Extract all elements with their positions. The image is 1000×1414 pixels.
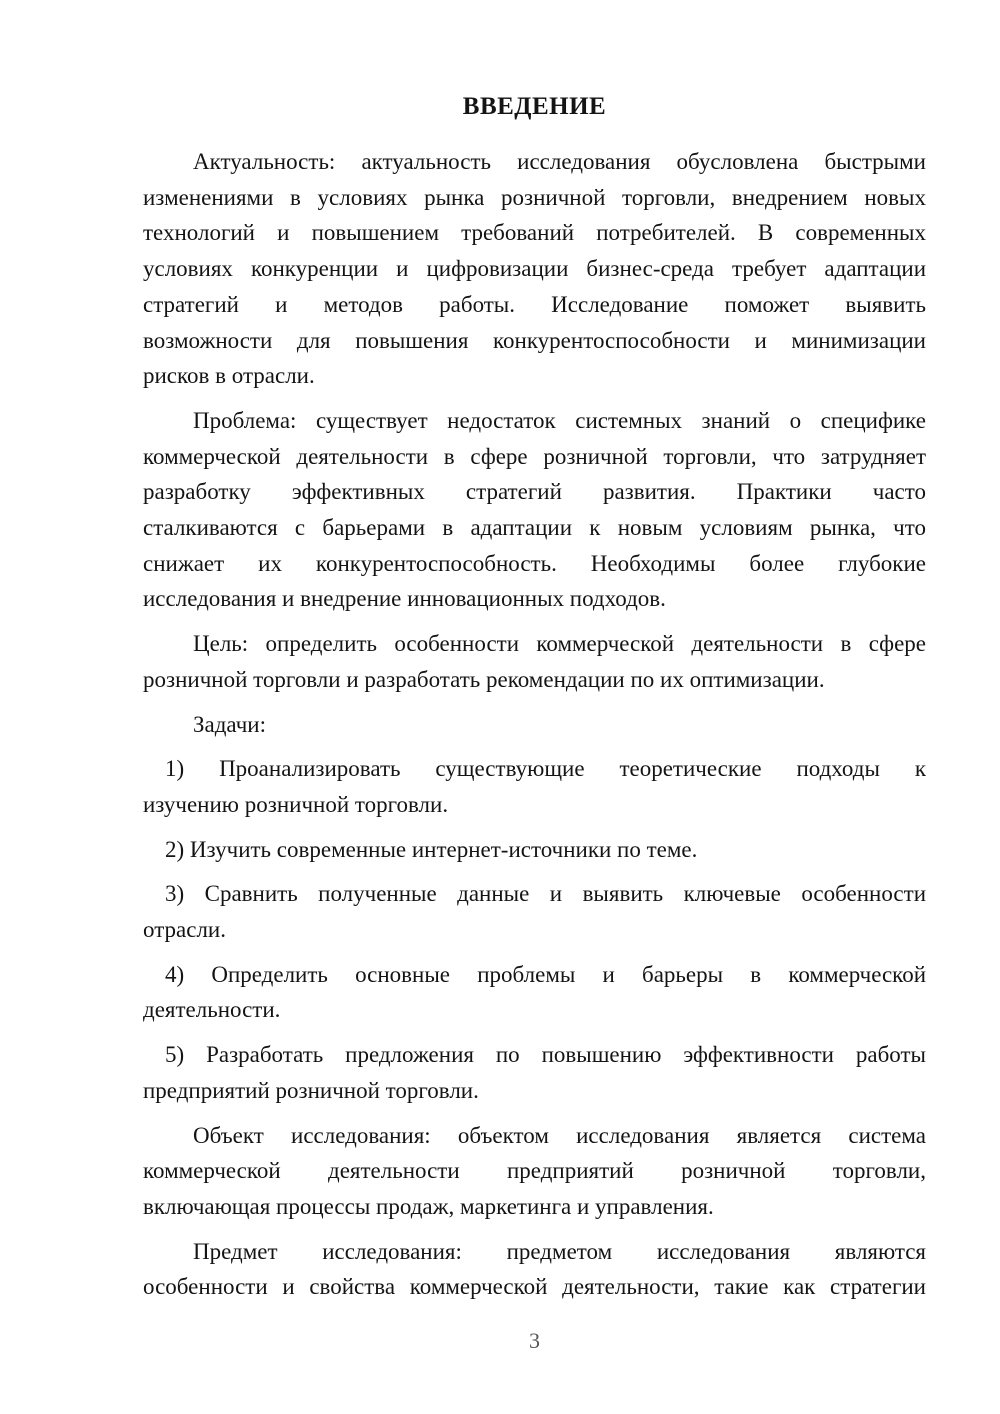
text-line: снижает их конкурентоспособность. Необходимы более глубокие [143,550,926,576]
text-line: исследования и внедрение инновационных подходов. [143,586,666,612]
list-item-paragraph [143,751,926,822]
text-line: коммерческой деятельности в сфере розничной торговли, что затрудняет [143,443,926,469]
text-line: стратегий и методов работы. Исследование поможет выявить [143,291,926,317]
page-number: 3 [529,1328,540,1353]
paragraph [143,1118,926,1225]
paragraph [143,1234,926,1305]
paragraph [143,626,926,697]
list-item-paragraph [143,832,926,868]
document-body [143,144,926,1305]
text-line: предприятий розничной торговли. [143,1077,479,1103]
section-title: ВВЕДЕНИЕ [462,93,607,120]
text-line: условиях конкуренции и цифровизации бизнес-среда требует адаптации [143,256,926,282]
text-line: рисков в отрасли. [143,363,315,389]
text-line: изменениями в условиях рынка розничной торговли, внедрением новых [143,184,926,210]
text-line: коммерческой деятельности предприятий розничной торговли, [143,1158,926,1184]
text-line: разработку эффективных стратегий развития. Практики часто [143,479,926,505]
text-line: Задачи: [193,711,266,737]
text-line: розничной торговли и разработать рекомендации по их оптимизации. [143,666,825,692]
list-item-paragraph [143,1037,926,1108]
text-line: технологий и повышением требований потребителей. В современных [143,220,926,246]
text-line: 2) Изучить современные интернет-источники по теме. [165,836,698,862]
text-line: отрасли. [143,917,226,943]
text-line: 1) Проанализировать существующие теоретические подходы к [165,756,926,782]
text-line: Актуальность: актуальность исследования обусловлена быстрыми [193,149,926,174]
text-line: Объект исследования: объектом исследования является система [193,1122,926,1148]
list-item-paragraph [143,957,926,1028]
text-line: Цель: определить особенности коммерческой деятельности в сфере [193,631,926,657]
paragraph [143,144,926,394]
text-line: Проблема: существует недостаток системных знаний о специфике [193,407,926,433]
text-line: 4) Определить основные проблемы и барьеры в коммерческой [165,961,926,987]
text-line: включающая процессы продаж, маркетинга и управления. [143,1193,714,1219]
text-line: 3) Сравнить полученные данные и выявить ключевые особенности [165,881,926,907]
text-line: особенности и свойства коммерческой деятельности, такие как стратегии [143,1274,926,1300]
text-line: деятельности. [143,997,281,1023]
document-content [143,0,926,1414]
text-line: сталкиваются с барьерами в адаптации к новым условиям рынка, что [143,515,926,541]
text-line: изучению розничной торговли. [143,791,449,817]
text-line: 5) Разработать предложения по повышению эффективности работы [165,1042,926,1068]
paragraph [143,707,926,743]
list-item-paragraph [143,876,926,947]
paragraph [143,403,926,617]
text-line: возможности для повышения конкурентоспособности и минимизации [143,327,926,353]
text-line: Предмет исследования: предметом исследования являются [193,1238,926,1264]
